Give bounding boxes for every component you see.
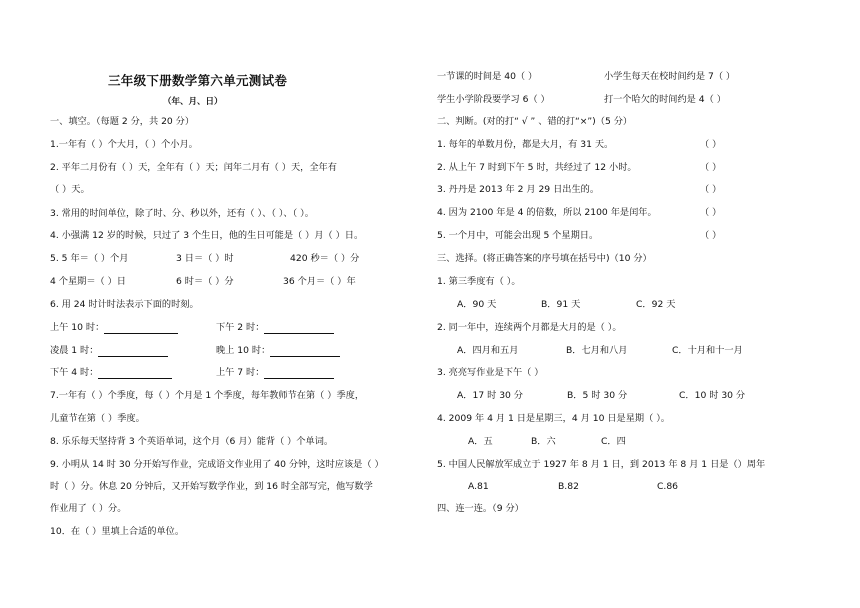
time-label: 下午 4 时： [50,367,99,378]
question-9-line-2: 时（ ）分。休息 20 分钟后，又开始写数学作业，到 16 时全部写完，他写数学 [50,481,373,492]
choice-5-option-a[interactable]: A.81 [468,481,489,492]
question-8: 8. 乐乐每天坚持背 3 个英语单词，这个月（6 月）能背（ ）个单词。 [50,436,334,447]
question-7-line-2: 儿童节在第（ ）季度。 [50,413,145,424]
answer-blank[interactable] [98,346,168,357]
choice-3: 3. 亮亮写作业是下午（ ） [437,367,544,378]
choice-4-option-b[interactable]: B．六 [531,436,556,447]
answer-blank[interactable] [264,368,334,379]
question-2-line-2: （ ）天。 [50,184,90,195]
question-7-line-1: 7.一年有（ ）个季度，每（ ）个月是 1 个季度，每年教师节在第（ ）季度， [50,390,365,401]
choice-2-option-b[interactable]: B．七月和八月 [566,345,628,356]
choice-3-option-b[interactable]: B．5 时 30 分 [567,390,628,401]
judge-2-paren[interactable]: （ ） [700,162,722,173]
judge-4: 4. 因为 2100 年是 4 的倍数，所以 2100 年是闰年。 [437,207,657,218]
section-1-heading: 一、填空。（每题 2 分，共 20 分） [50,116,195,127]
time-row-2-right [216,345,340,357]
section-2-heading: 二、判断。(对的打“ √ ” 、错的打“×”)（5 分） [437,116,633,127]
time-label: 凌晨 1 时： [50,345,99,356]
choice-1-option-a[interactable]: A．90 天 [457,299,497,310]
judge-4-paren[interactable]: （ ） [700,207,722,218]
choice-5-option-b[interactable]: B.82 [558,481,579,492]
choice-1-option-b[interactable]: B．91 天 [541,299,581,310]
answer-blank[interactable] [98,368,172,379]
unit-item-2: 小学生每天在校时间约是 7（ ） [604,71,736,82]
choice-2: 2. 同一年中，连续两个月都是大月的是（ ）。 [437,322,622,333]
time-row-1-right [216,322,334,334]
section-4-heading: 四、连一连。（9 分） [437,503,524,514]
judge-1-paren[interactable]: （ ） [700,139,722,150]
time-row-3-left [50,367,172,379]
choice-3-option-a[interactable]: A．17 时 30 分 [457,390,523,401]
choice-3-option-c[interactable]: C．10 时 30 分 [679,390,746,401]
time-label: 上午 10 时： [50,322,105,333]
time-label: 下午 2 时： [216,322,265,333]
question-2-line-1: 2. 平年二月份有（ ）天，全年有（ ）天；闰年二月有（ ）天，全年有 [50,162,337,173]
choice-4-option-c[interactable]: C．四 [601,436,626,447]
time-row-2-left [50,345,168,357]
answer-blank[interactable] [270,346,340,357]
judge-1: 1. 每年的单数月份，都是大月，有 31 天。 [437,139,614,150]
unit-item-4: 打一个哈欠的时间约是 4（ ） [604,94,726,105]
time-label: 晚上 10 时： [216,345,271,356]
time-label: 上午 7 时： [216,367,265,378]
judge-2: 2. 从上午 7 时到下午 5 时，共经过了 12 小时。 [437,162,637,173]
section-3-heading: 三、选择。(将正确答案的序号填在括号中)（10 分） [437,253,652,264]
choice-4: 4. 2009 年 4 月 1 日是星期三，4 月 10 日是星期（ ）。 [437,413,670,424]
question-3: 3. 常用的时间单位，除了时、分、秒以外，还有（ ）、（ ）、（ ）。 [50,208,314,219]
time-row-1-left [50,322,178,334]
answer-blank[interactable] [264,323,334,334]
question-4: 4. 小强满 12 岁的时候，只过了 3 个生日，他的生日可能是（ ）月（ ）日。 [50,230,364,241]
question-10: 10．在（ ）里填上合适的单位。 [50,526,185,537]
judge-3-paren[interactable]: （ ） [700,184,722,195]
exam-title: 三年级下册数学第六单元测试卷 [108,73,288,88]
time-row-3-right [216,367,334,379]
choice-1: 1. 第三季度有（ ）。 [437,276,521,287]
choice-2-option-a[interactable]: A．四月和五月 [457,345,519,356]
unit-item-3: 学生小学阶段要学习 6（ ） [437,94,550,105]
question-5d: 4 个星期＝（ ）日 [50,276,126,287]
question-6: 6. 用 24 时计时法表示下面的时刻。 [50,299,199,310]
judge-5-paren[interactable]: （ ） [700,230,722,241]
question-5b: 3 日＝（ ）时 [176,253,234,264]
question-9-line-3: 作业用了（ ）分。 [50,503,127,514]
judge-5: 5. 一个月中，可能会出现 5 个星期日。 [437,230,599,241]
question-5a: 5. 5 年＝（ ）个月 [50,253,129,264]
question-5c: 420 秒＝（ ）分 [290,253,360,264]
choice-2-option-c[interactable]: C．十月和十一月 [672,345,743,356]
answer-blank[interactable] [104,323,178,334]
choice-1-option-c[interactable]: C．92 天 [636,299,676,310]
exam-subtitle: （年、月、日） [163,97,223,107]
question-5f: 36 个月＝（ ）年 [283,276,356,287]
choice-4-option-a[interactable]: A．五 [468,436,493,447]
question-1: 1.一年有（ ）个大月，（ ）个小月。 [50,139,198,150]
unit-item-1: 一节课的时间是 40（ ） [437,71,538,82]
question-5e: 6 时＝（ ）分 [176,276,234,287]
judge-3: 3. 丹丹是 2013 年 2 月 29 日出生的。 [437,184,600,195]
choice-5: 5. 中国人民解放军成立于 1927 年 8 月 1 日，到 2013 年 8 月 1 日是（）周年 [437,459,766,470]
question-9-line-1: 9. 小明从 14 时 30 分开始写作业，完成语文作业用了 40 分钟，这时应该是（ ） [50,459,384,470]
choice-5-option-c[interactable]: C.86 [657,481,679,492]
